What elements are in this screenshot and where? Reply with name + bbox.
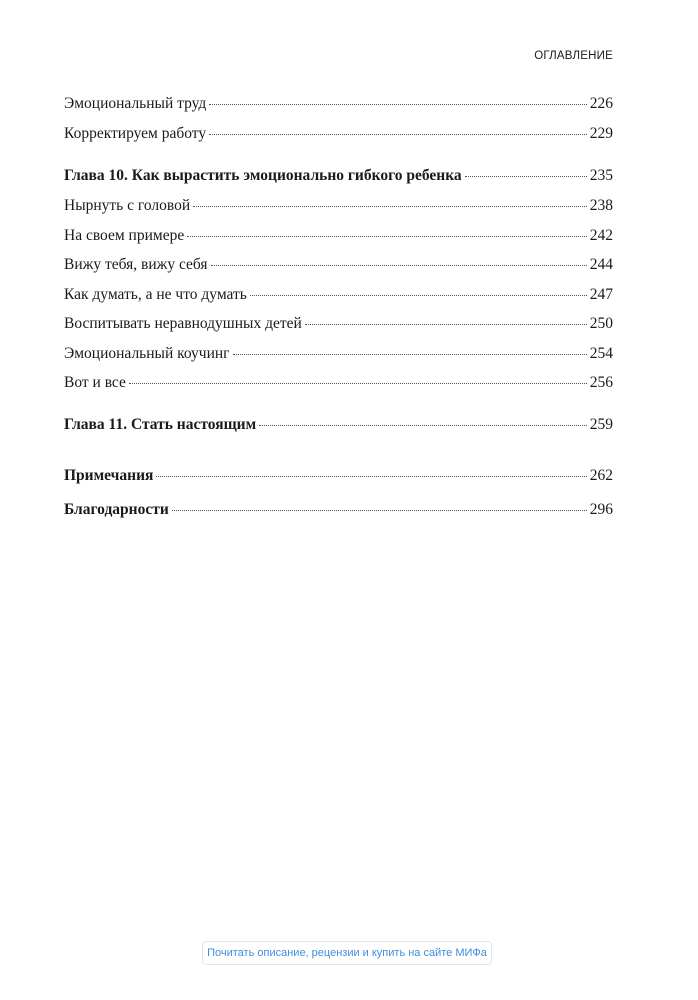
toc-entry-page: 256 bbox=[589, 374, 613, 391]
dot-leader bbox=[259, 425, 587, 426]
toc-entry[interactable] bbox=[64, 196, 613, 216]
toc-section-entry[interactable] bbox=[64, 500, 613, 520]
toc-entry-page: 244 bbox=[589, 256, 613, 273]
toc-entry-title: Примечания bbox=[64, 467, 154, 484]
toc-chapter-entry[interactable] bbox=[64, 415, 613, 435]
dot-leader bbox=[305, 324, 587, 325]
toc-entry-page: 259 bbox=[589, 416, 613, 433]
toc-section-entry[interactable] bbox=[64, 466, 613, 486]
toc-entry-page: 250 bbox=[589, 315, 613, 332]
toc-entry-title: Корректируем работу bbox=[64, 125, 207, 142]
toc-entry-title: Эмоциональный коучинг bbox=[64, 345, 230, 362]
toc-entry[interactable] bbox=[64, 124, 613, 144]
toc-entry[interactable] bbox=[64, 373, 613, 393]
toc-entry-title: Вот и все bbox=[64, 374, 126, 391]
dot-leader bbox=[211, 265, 587, 266]
toc-entry-title: Глава 11. Стать настоящим bbox=[64, 416, 257, 433]
toc-entry-page: 238 bbox=[589, 197, 613, 214]
dot-leader bbox=[209, 134, 587, 135]
toc-entry-page: 226 bbox=[589, 95, 613, 112]
running-head: ОГЛАВЛЕНИЕ bbox=[534, 50, 613, 62]
toc-entry-title: Вижу тебя, вижу себя bbox=[64, 256, 208, 273]
toc-entry-title: Глава 10. Как вырастить эмоционально гибкого ребенка bbox=[64, 167, 462, 184]
toc-entry-title: На своем примере bbox=[64, 227, 185, 244]
toc-entry-page: 247 bbox=[589, 286, 613, 303]
toc-entry-page: 235 bbox=[589, 167, 613, 184]
toc-entry[interactable] bbox=[64, 344, 613, 364]
publisher-site-link[interactable]: Почитать описание, рецензии и купить на сайте МИФа bbox=[202, 941, 492, 965]
toc-entry-page: 296 bbox=[589, 501, 613, 518]
dot-leader bbox=[156, 476, 586, 477]
toc-entry-page: 262 bbox=[589, 467, 613, 484]
dot-leader bbox=[209, 104, 586, 105]
dot-leader bbox=[187, 236, 587, 237]
dot-leader bbox=[193, 206, 587, 207]
toc-entry[interactable] bbox=[64, 226, 613, 246]
toc-entry-title: Как думать, а не что думать bbox=[64, 286, 247, 303]
toc-entry-title: Эмоциональный труд bbox=[64, 95, 207, 112]
toc-entry[interactable] bbox=[64, 94, 613, 114]
dot-leader bbox=[172, 510, 587, 511]
toc-entry-page: 254 bbox=[589, 345, 613, 362]
toc-entry[interactable] bbox=[64, 255, 613, 275]
toc-entry-title: Благодарности bbox=[64, 501, 169, 518]
dot-leader bbox=[465, 176, 587, 177]
toc-entry[interactable] bbox=[64, 314, 613, 334]
dot-leader bbox=[233, 354, 587, 355]
toc-entry-page: 229 bbox=[589, 125, 613, 142]
dot-leader bbox=[250, 295, 587, 296]
dot-leader bbox=[129, 383, 587, 384]
toc-chapter-entry[interactable] bbox=[64, 166, 613, 186]
toc-entry-title: Нырнуть с головой bbox=[64, 197, 191, 214]
toc-entry[interactable] bbox=[64, 285, 613, 305]
toc-entry-page: 242 bbox=[589, 227, 613, 244]
toc-entry-title: Воспитывать неравнодушных детей bbox=[64, 315, 302, 332]
